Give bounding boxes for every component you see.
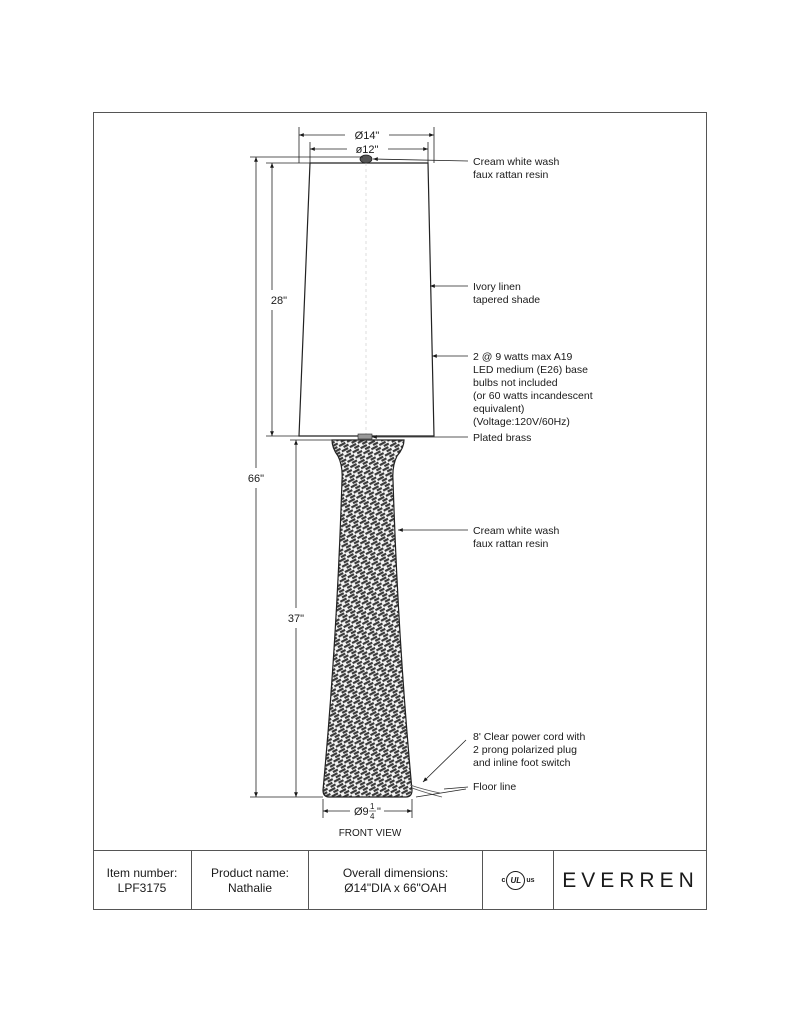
callout-cord [473,731,585,769]
item-number-value: LPF3175 [117,880,167,895]
base-height-label: 37" [287,613,305,625]
callout-finial [473,156,560,181]
item-number-cell [93,851,192,910]
overall-dimensions-label: Overall dimensions: [342,865,449,880]
title-block [93,850,707,910]
svg-text:Ivory linen: Ivory linen [473,281,521,293]
base-diameter-label: Ø9 [354,806,369,818]
callout-floor [473,781,516,793]
svg-text:(Voltage:120V/60Hz): (Voltage:120V/60Hz) [473,416,570,428]
view-label: FRONT VIEW [338,828,402,839]
callout-shade [473,281,540,306]
shade-outline [299,163,434,436]
callout-body [473,525,560,550]
svg-text:8' Clear power cord with: 8' Clear power cord with [473,731,586,743]
overall-dimensions-cell [309,851,483,910]
finial [360,155,372,163]
floor-line [416,789,466,797]
product-name-value: Nathalie [227,880,273,895]
svg-text:equivalent): equivalent) [473,403,525,415]
shade-height-label: 28" [270,295,288,307]
product-name-label: Product name: [210,865,290,880]
base-diameter-frac-den: 4 [370,812,375,821]
cul-us-certification-mark: c UL us [501,871,534,890]
brand-logo: EVERREN [562,869,699,892]
certification-cell [483,851,554,910]
svg-text:tapered shade: tapered shade [473,294,541,306]
svg-text:Plated brass: Plated brass [473,432,532,444]
svg-text:LED medium (E26) base: LED medium (E26) base [473,364,588,376]
overall-dimensions-value: Ø14"DIA x 66"OAH [344,880,447,895]
rattan-base-body [323,440,412,797]
base-diameter-frac-num: 1 [370,802,375,811]
shade-inner-diameter-label: ø12" [355,144,379,156]
brand-cell [554,851,707,910]
svg-text:faux rattan resin: faux rattan resin [473,169,549,181]
svg-text:and inline foot switch: and inline foot switch [473,757,571,769]
svg-text:bulbs not included: bulbs not included [473,377,558,389]
callout-bulb [473,351,593,428]
callout-collar [473,432,531,444]
svg-text:Cream white wash: Cream white wash [473,156,560,168]
svg-text:faux rattan resin: faux rattan resin [473,538,549,550]
shade-outer-diameter-label: Ø14" [354,130,380,142]
svg-text:(or 60 watts incandescent: (or 60 watts incandescent [473,390,593,402]
base-diameter-unit: " [377,806,381,818]
brass-collar [358,434,372,439]
svg-text:2 prong polarized plug: 2 prong polarized plug [473,744,577,756]
overall-height-label: 66" [247,473,265,485]
svg-text:Floor line: Floor line [473,781,517,793]
product-name-cell [192,851,309,910]
item-number-label: Item number: [106,865,178,880]
svg-text:Cream white wash: Cream white wash [473,525,560,537]
svg-text:2 @ 9 watts max A19: 2 @ 9 watts max A19 [473,351,573,363]
